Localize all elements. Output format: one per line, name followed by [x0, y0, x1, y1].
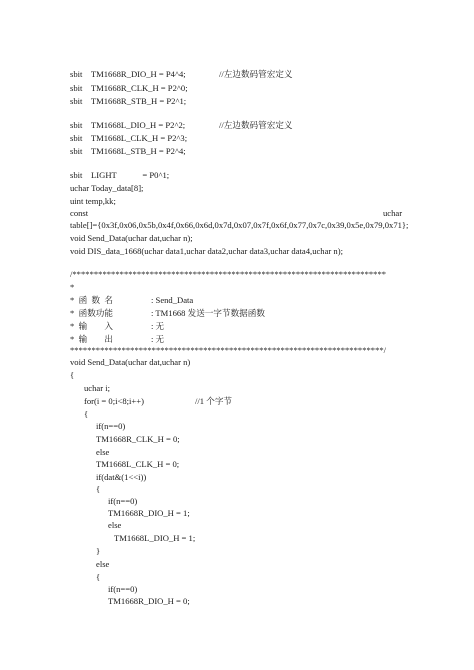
code-line: void DIS_data_1668(uchar data1,uchar data2,uchar data3,uchar data4,uchar n); — [70, 246, 343, 256]
code-line: TM1668R_DIO_H = 1; — [108, 508, 190, 518]
code-line: { — [70, 370, 75, 380]
code-line: TM1668L_DIO_H = 1; — [114, 533, 196, 543]
code-line: if(n==0) — [108, 496, 138, 506]
code-line: * 函数功能 — [70, 308, 113, 318]
code-line: sbit TM1668R_STB_H = P2^1; — [70, 96, 187, 106]
code-line: sbit LIGHT = P0^1; — [70, 170, 170, 180]
code-line: TM1668L_CLK_H = 0; — [96, 459, 180, 469]
code-line: sbit TM1668R_DIO_H = P4^4; — [70, 69, 186, 79]
comment-border: *************************************************************************/ — [70, 345, 387, 355]
code-line: : 无 — [151, 321, 165, 331]
code-line: TM1668R_DIO_H = 0; — [108, 596, 190, 606]
code-line: sbit TM1668L_STB_H = P2^4; — [70, 146, 186, 156]
code-line: uchar — [383, 208, 403, 218]
code-line: * 函 数 名 — [70, 295, 113, 305]
code-line: for(i = 0;i<8;i++) — [84, 396, 144, 406]
code-line: : TM1668 发送一字节数据函数 — [151, 308, 265, 318]
code-line: uchar Today_data[8]; — [70, 183, 144, 193]
code-line: if(n==0) — [96, 421, 126, 431]
code-line: uchar i; — [84, 383, 111, 393]
code-line: { — [84, 409, 89, 419]
code-line: if(dat&(1<<i)) — [96, 472, 147, 482]
code-line: void Send_Data(uchar dat,uchar n); — [70, 233, 193, 243]
code-line: * 输 出 — [70, 334, 113, 344]
code-line: sbit TM1668L_CLK_H = P2^3; — [70, 133, 188, 143]
code-line: } — [96, 546, 101, 556]
code-line: TM1668R_CLK_H = 0; — [96, 434, 180, 444]
code-comment: //1 个字节 — [195, 396, 233, 406]
code-line: sbit TM1668L_DIO_H = P2^2; — [70, 120, 186, 130]
code-line: uint temp,kk; — [70, 196, 116, 206]
code-line: * — [70, 282, 75, 292]
code-line: void Send_Data(uchar dat,uchar n) — [70, 357, 191, 367]
code-line: table[]={0x3f,0x06,0x5b,0x4f,0x66,0x6d,0x7d,0x07,0x7f,0x6f,0x77,0x7c,0x39,0x5e,0x79,0x71}; — [70, 220, 409, 230]
comment-border: /************************************************************************* — [70, 269, 387, 279]
code-comment: //左边数码管宏定义 — [219, 69, 293, 79]
code-line: * 输 入 — [70, 321, 113, 331]
code-line: sbit TM1668R_CLK_H = P2^0; — [70, 83, 188, 93]
code-line: { — [96, 484, 101, 494]
code-line: : Send_Data — [151, 295, 194, 305]
code-comment: //左边数码管宏定义 — [219, 120, 293, 130]
code-line: else — [96, 447, 110, 457]
code-line: const — [70, 208, 89, 218]
code-line: else — [96, 559, 110, 569]
code-line: : 无 — [151, 334, 165, 344]
code-line: if(n==0) — [108, 584, 138, 594]
code-line: { — [96, 572, 101, 582]
code-line: else — [108, 520, 122, 530]
